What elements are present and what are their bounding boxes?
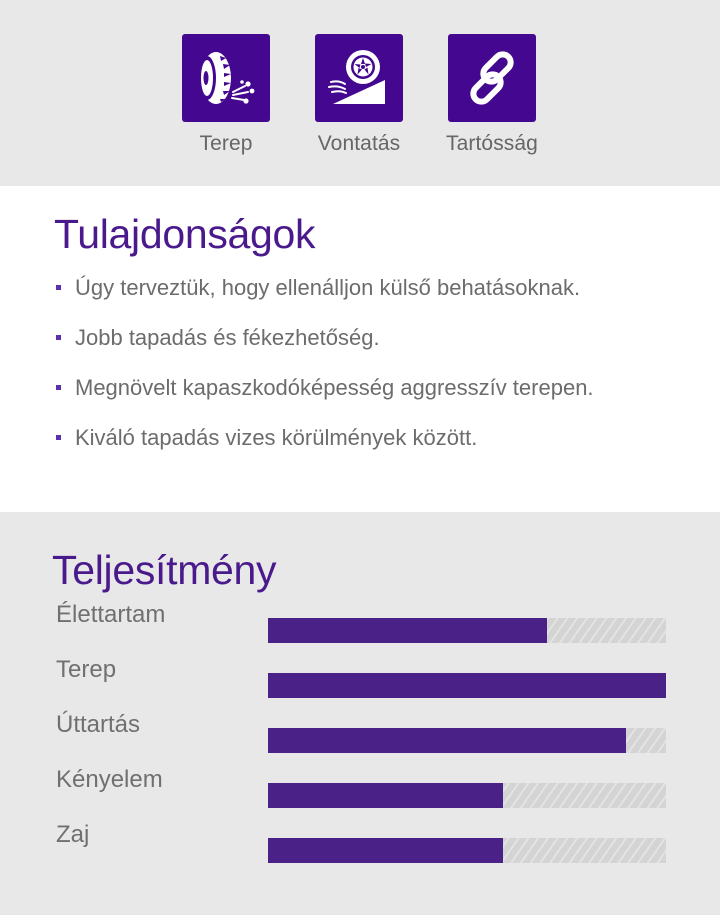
performance-bar-track: [268, 783, 666, 808]
performance-bars: [52, 601, 720, 882]
properties-title: Tulajdonságok: [54, 211, 316, 257]
feature-durability: [432, 34, 552, 156]
feature-towing-label: Vontatás: [317, 132, 401, 155]
bullet-square-icon: [56, 285, 61, 290]
feature-terrain-label: Terep: [199, 132, 253, 155]
offroad-tire-icon: [190, 42, 262, 114]
feature-terrain-tile: [182, 34, 270, 122]
performance-bar-track: [268, 673, 666, 698]
performance-label: Terep: [56, 656, 117, 684]
performance-row-noise: [52, 821, 720, 882]
property-text: Úgy terveztük, hogy ellenálljon külső behatásoknak.: [75, 275, 581, 301]
feature-icons-band: [0, 0, 720, 186]
bullet-square-icon: [56, 335, 61, 340]
feature-durability-tile: [448, 34, 536, 122]
feature-terrain: [166, 34, 286, 156]
property-text: Kiváló tapadás vizes körülmények között.: [75, 425, 478, 451]
performance-row-comfort: [52, 766, 720, 827]
performance-bar-track: [268, 618, 666, 643]
chain-link-icon: [456, 42, 528, 114]
performance-label: Élettartam: [56, 601, 166, 629]
performance-bar-fill: [268, 838, 503, 863]
performance-bar-track: [268, 838, 666, 863]
performance-bar-fill: [268, 783, 503, 808]
feature-durability-label: Tartósság: [446, 132, 538, 155]
feature-towing: [299, 34, 419, 156]
bullet-square-icon: [56, 435, 61, 440]
property-item: [54, 371, 720, 421]
performance-bar-track: [268, 728, 666, 753]
property-item: [54, 321, 720, 371]
performance-bar-fill: [268, 673, 666, 698]
performance-title: Teljesítmény: [52, 547, 277, 593]
properties-section: [0, 186, 720, 512]
performance-row-handling: [52, 711, 720, 772]
property-text: Jobb tapadás és fékezhetőség.: [75, 325, 380, 351]
performance-bar-fill: [268, 728, 626, 753]
performance-label: Zaj: [56, 821, 90, 849]
property-text: Megnövelt kapaszkodóképesség aggresszív terepen.: [75, 375, 594, 401]
property-item: [54, 421, 720, 471]
bullet-square-icon: [56, 385, 61, 390]
performance-row-lifetime: [52, 601, 720, 662]
performance-bar-fill: [268, 618, 547, 643]
towing-wheel-incline-icon: [323, 42, 395, 114]
property-item: [54, 271, 720, 321]
properties-list: [54, 271, 720, 471]
performance-section: [0, 512, 720, 915]
performance-row-terrain: [52, 656, 720, 717]
performance-label: Úttartás: [56, 711, 141, 739]
feature-towing-tile: [315, 34, 403, 122]
performance-label: Kényelem: [56, 766, 163, 794]
